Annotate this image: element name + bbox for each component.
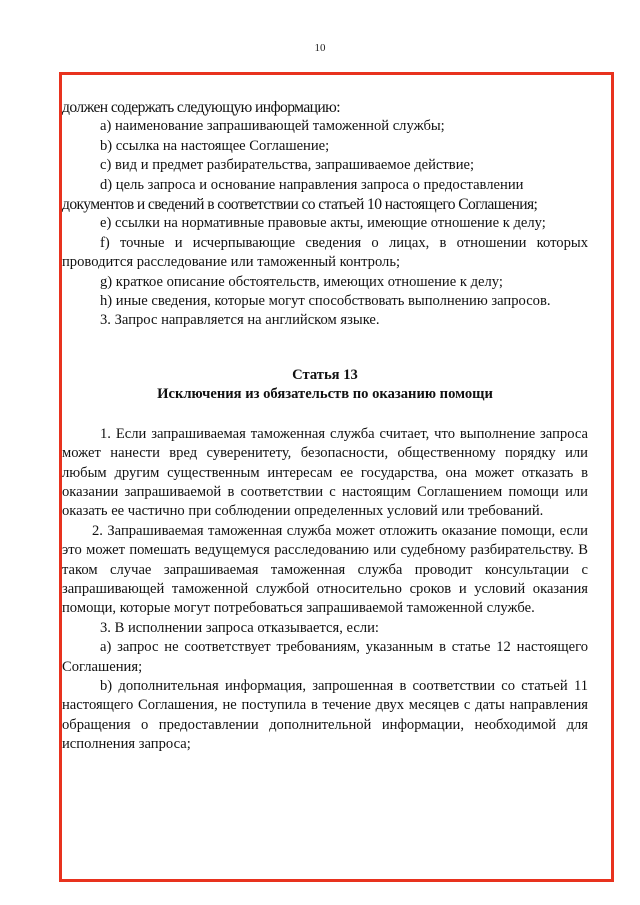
refusal-item-b: b) дополнительная информация, запрошенная в соответствии со статьей 11 настоящего Соглашения, не поступила в течение двух месяцев с даты направления обращения о предоставлении дополнительной информации, необходимой для исполнения запроса; xyxy=(62,677,588,753)
list-item-h: h) иные сведения, которые могут способствовать выполнению запросов. xyxy=(100,293,551,310)
spacer xyxy=(62,331,588,366)
paragraph-3: 3. Запрос направляется на английском языке. xyxy=(100,312,380,329)
list-item-g: g) краткое описание обстоятельств, имеющих отношение к делу; xyxy=(100,273,503,290)
list-item-d: d) цель запроса и основание направления запроса о предоставлении xyxy=(100,176,524,193)
list-item-a: a) наименование запрашивающей таможенной службы; xyxy=(100,118,445,135)
intro-text: должен содержать следующую информацию: xyxy=(62,99,340,116)
article-title: Исключения из обязательств по оказанию помощи xyxy=(157,386,493,403)
document-body xyxy=(62,98,588,755)
list-item-d-continuation: документов и сведений в соответствии со статьей 10 настоящего Соглашения; xyxy=(62,196,538,214)
list-item-b: b) ссылка на настоящее Соглашение; xyxy=(100,137,330,154)
refusal-item-a: a) запрос не соответствует требованиям, указанным в статье 12 настоящего Соглашения; xyxy=(62,639,588,675)
article-number: Статья 13 xyxy=(292,366,358,383)
paragraph-3-refusal: 3. В исполнении запроса отказывается, если: xyxy=(100,619,379,636)
paragraph-1: 1. Если запрашиваемая таможенная служба считает, что выполнение запроса может нанести вред суверенитету, безопасности, общественному порядку или любым другим существенным интересам ее государства, она может отказать в оказании запрашиваемой в соответствии с настоящим Соглашением помощи или оказать ее частично при соблюдении определенных условий или требований. xyxy=(62,425,588,520)
spacer xyxy=(62,405,588,425)
page-number: 10 xyxy=(314,42,326,54)
list-item-c: c) вид и предмет разбирательства, запрашиваемое действие; xyxy=(100,157,475,174)
list-item-e: e) ссылки на нормативные правовые акты, имеющие отношение к делу; xyxy=(100,215,546,232)
list-item-f: f) точные и исчерпывающие сведения о лицах, в отношении которых проводится расследование или таможенный контроль; xyxy=(62,234,588,271)
paragraph-2: 2. Запрашиваемая таможенная служба может отложить оказание помощи, если это может помешать ведущемуся расследованию или судебному разбирательству. В таком случае запрашиваемая таможенная служба проводит консультации с запрашивающей таможенной службой относительно сроков и условий оказания помощи, которые могут потребоваться запрашиваемой таможенной службе. xyxy=(62,522,588,617)
